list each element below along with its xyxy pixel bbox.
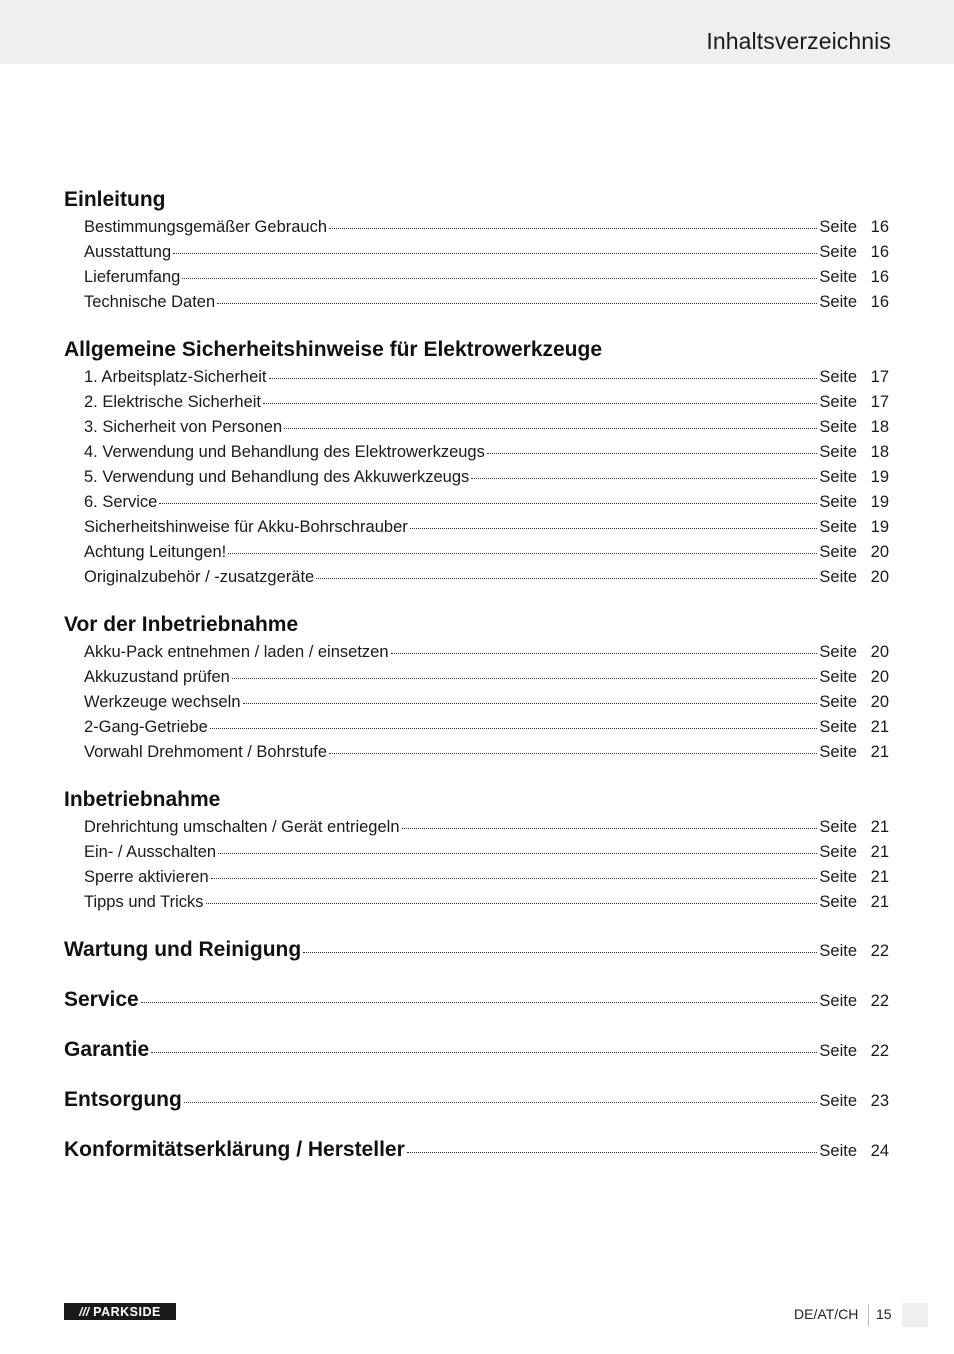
seite-label: Seite bbox=[819, 568, 857, 586]
page-number: 18 bbox=[870, 443, 889, 461]
toc-entry[interactable] bbox=[84, 393, 889, 415]
toc-main-entry-label: Konformitätserklärung / Hersteller bbox=[64, 1138, 405, 1161]
seite-label: Seite bbox=[819, 418, 857, 436]
toc-entry-label: Drehrichtung umschalten / Gerät entriegeln bbox=[84, 818, 400, 836]
dot-leader bbox=[269, 378, 818, 379]
toc-entry-label: Lieferumfang bbox=[84, 268, 181, 286]
toc-entry[interactable] bbox=[84, 668, 889, 690]
dot-leader bbox=[402, 828, 818, 829]
page-number: 16 bbox=[870, 243, 889, 261]
dot-leader bbox=[303, 952, 817, 953]
page-number: 20 bbox=[870, 693, 889, 711]
page-number: 21 bbox=[870, 893, 889, 911]
dot-leader bbox=[206, 903, 818, 904]
logo-stripes-icon: /// bbox=[79, 1304, 90, 1319]
dot-leader bbox=[407, 1152, 818, 1153]
section-heading-einleitung: Einleitung bbox=[64, 188, 166, 211]
dot-leader bbox=[173, 253, 817, 254]
dot-leader bbox=[391, 653, 818, 654]
page-title: Inhaltsverzeichnis bbox=[706, 28, 891, 54]
dot-leader bbox=[218, 853, 817, 854]
toc-entry[interactable] bbox=[84, 268, 889, 290]
page-number: 21 bbox=[870, 843, 889, 861]
toc-entry-label: Ausstattung bbox=[84, 243, 172, 261]
toc-entry[interactable] bbox=[84, 368, 889, 390]
section-heading-vor-der-inbetriebnahme: Vor der Inbetriebnahme bbox=[64, 613, 299, 636]
page-number: 24 bbox=[870, 1142, 889, 1160]
toc-entry-label: 2-Gang-Getriebe bbox=[84, 718, 208, 736]
toc-entry[interactable] bbox=[84, 543, 889, 565]
dot-leader bbox=[316, 578, 817, 579]
page-number: 23 bbox=[870, 1092, 889, 1110]
seite-label: Seite bbox=[819, 293, 857, 311]
toc-entry-label: 5. Verwendung und Behandlung des Akkuwerkzeugs bbox=[84, 468, 470, 486]
dot-leader bbox=[471, 478, 817, 479]
page-number: 20 bbox=[870, 668, 889, 686]
dot-leader bbox=[151, 1052, 817, 1053]
toc-entry[interactable] bbox=[84, 218, 889, 240]
toc-main-entry-label: Garantie bbox=[64, 1038, 150, 1061]
toc-entry-label: Ein- / Ausschalten bbox=[84, 843, 217, 861]
toc-entry-label: 4. Verwendung und Behandlung des Elektrowerkzeugs bbox=[84, 443, 485, 461]
dot-leader bbox=[182, 278, 817, 279]
toc-entry[interactable] bbox=[84, 693, 889, 715]
toc-main-entry-entsorgung[interactable] bbox=[64, 1088, 889, 1118]
seite-label: Seite bbox=[819, 468, 857, 486]
dot-leader bbox=[243, 703, 818, 704]
seite-label: Seite bbox=[819, 693, 857, 711]
toc-main-entry-garantie[interactable] bbox=[64, 1038, 889, 1068]
toc-entry[interactable] bbox=[84, 568, 889, 590]
dot-leader bbox=[228, 553, 817, 554]
toc-main-entry-konformitaet[interactable] bbox=[64, 1138, 889, 1168]
dot-leader bbox=[329, 228, 817, 229]
seite-label: Seite bbox=[819, 992, 857, 1010]
page-number: 22 bbox=[870, 992, 889, 1010]
footer-divider bbox=[868, 1304, 869, 1326]
page-number: 22 bbox=[870, 1042, 889, 1060]
toc-entry[interactable] bbox=[84, 418, 889, 440]
seite-label: Seite bbox=[819, 942, 857, 960]
dot-leader bbox=[329, 753, 817, 754]
toc-entry-label: Technische Daten bbox=[84, 293, 216, 311]
dot-leader bbox=[232, 678, 818, 679]
dot-leader bbox=[410, 528, 818, 529]
seite-label: Seite bbox=[819, 543, 857, 561]
toc-entry[interactable] bbox=[84, 843, 889, 865]
seite-label: Seite bbox=[819, 268, 857, 286]
page-number: 18 bbox=[870, 418, 889, 436]
dot-leader bbox=[211, 878, 818, 879]
page-number: 17 bbox=[870, 393, 889, 411]
page-number: 19 bbox=[870, 518, 889, 536]
seite-label: Seite bbox=[819, 518, 857, 536]
toc-entry-label: Originalzubehör / -zusatzgeräte bbox=[84, 568, 315, 586]
toc-entry-label: 3. Sicherheit von Personen bbox=[84, 418, 283, 436]
seite-label: Seite bbox=[819, 843, 857, 861]
page-number: 16 bbox=[870, 218, 889, 236]
toc-entry[interactable] bbox=[84, 293, 889, 315]
seite-label: Seite bbox=[819, 493, 857, 511]
footer-page-number: 15 bbox=[876, 1306, 892, 1322]
toc-entry-label: Achtung Leitungen! bbox=[84, 543, 227, 561]
toc-entry[interactable] bbox=[84, 718, 889, 740]
seite-label: Seite bbox=[819, 243, 857, 261]
section-heading-sicherheitshinweise: Allgemeine Sicherheitshinweise für Elektrowerkzeuge bbox=[64, 338, 603, 361]
dot-leader bbox=[284, 428, 817, 429]
page-number: 19 bbox=[870, 468, 889, 486]
page-number: 19 bbox=[870, 493, 889, 511]
toc-entry[interactable] bbox=[84, 443, 889, 465]
toc-main-entry-service[interactable] bbox=[64, 988, 889, 1018]
page-number: 21 bbox=[870, 818, 889, 836]
toc-entry-label: 6. Service bbox=[84, 493, 158, 511]
section-heading-inbetriebnahme: Inbetriebnahme bbox=[64, 788, 221, 811]
toc-entry-label: 2. Elektrische Sicherheit bbox=[84, 393, 261, 411]
page-number: 16 bbox=[870, 293, 889, 311]
page-number: 21 bbox=[870, 868, 889, 886]
toc-entry[interactable] bbox=[84, 493, 889, 515]
toc-entry[interactable] bbox=[84, 468, 889, 490]
seite-label: Seite bbox=[819, 668, 857, 686]
toc-entry-label: 1. Arbeitsplatz-Sicherheit bbox=[84, 368, 267, 386]
parkside-logo bbox=[64, 1303, 176, 1320]
seite-label: Seite bbox=[819, 218, 857, 236]
toc-entry-label: Sperre aktivieren bbox=[84, 868, 209, 886]
header-band bbox=[0, 0, 954, 64]
seite-label: Seite bbox=[819, 868, 857, 886]
toc-entry-label: Vorwahl Drehmoment / Bohrstufe bbox=[84, 743, 328, 761]
dot-leader bbox=[141, 1002, 818, 1003]
toc-entry[interactable] bbox=[84, 743, 889, 765]
dot-leader bbox=[184, 1102, 818, 1103]
toc-entry[interactable] bbox=[84, 893, 889, 915]
dot-leader bbox=[159, 503, 817, 504]
toc-main-entry-label: Entsorgung bbox=[64, 1088, 182, 1111]
seite-label: Seite bbox=[819, 1092, 857, 1110]
toc-main-entry-wartung[interactable] bbox=[64, 938, 889, 968]
toc-entry-label: Akkuzustand prüfen bbox=[84, 668, 230, 686]
page-number: 20 bbox=[870, 643, 889, 661]
dot-leader bbox=[210, 728, 818, 729]
footer-tab-marker bbox=[902, 1303, 928, 1327]
page-number: 16 bbox=[870, 268, 889, 286]
page-number: 20 bbox=[870, 543, 889, 561]
toc-entry-label: Akku-Pack entnehmen / laden / einsetzen bbox=[84, 643, 389, 661]
dot-leader bbox=[217, 303, 817, 304]
seite-label: Seite bbox=[819, 1142, 857, 1160]
seite-label: Seite bbox=[819, 718, 857, 736]
toc-main-entry-label: Wartung und Reinigung bbox=[64, 938, 302, 961]
page-number: 20 bbox=[870, 568, 889, 586]
footer-region: DE/AT/CH bbox=[794, 1306, 859, 1322]
seite-label: Seite bbox=[819, 743, 857, 761]
toc-entry[interactable] bbox=[84, 868, 889, 890]
page-number: 21 bbox=[870, 743, 889, 761]
seite-label: Seite bbox=[819, 893, 857, 911]
toc-entry[interactable] bbox=[84, 518, 889, 540]
seite-label: Seite bbox=[819, 818, 857, 836]
toc-entry-label: Sicherheitshinweise für Akku-Bohrschrauber bbox=[84, 518, 408, 536]
seite-label: Seite bbox=[819, 643, 857, 661]
seite-label: Seite bbox=[819, 368, 857, 386]
toc-entry[interactable] bbox=[84, 643, 889, 665]
page-number: 17 bbox=[870, 368, 889, 386]
page-number: 21 bbox=[870, 718, 889, 736]
seite-label: Seite bbox=[819, 1042, 857, 1060]
dot-leader bbox=[487, 453, 818, 454]
toc-entry-label: Werkzeuge wechseln bbox=[84, 693, 241, 711]
page-number: 22 bbox=[870, 942, 889, 960]
toc-main-entry-label: Service bbox=[64, 988, 139, 1011]
seite-label: Seite bbox=[819, 393, 857, 411]
seite-label: Seite bbox=[819, 443, 857, 461]
toc-entry-label: Bestimmungsgemäßer Gebrauch bbox=[84, 218, 328, 236]
toc-entry[interactable] bbox=[84, 243, 889, 265]
toc-entry-label: Tipps und Tricks bbox=[84, 893, 204, 911]
dot-leader bbox=[263, 403, 817, 404]
logo-brand-text: PARKSIDE bbox=[93, 1304, 161, 1319]
toc-entry[interactable] bbox=[84, 818, 889, 840]
